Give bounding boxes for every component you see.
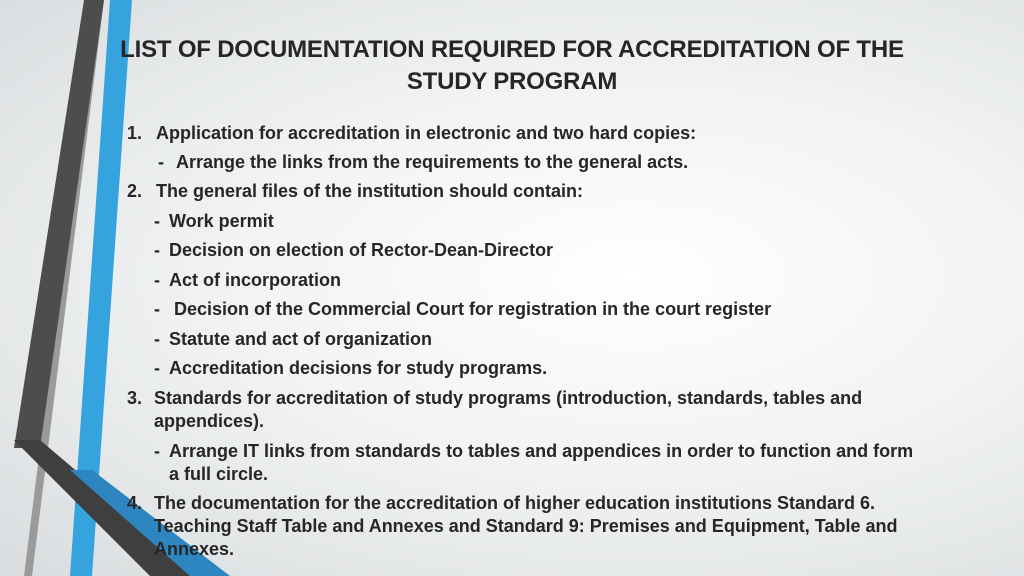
list-item-4-text-line-2: Teaching Staff Table and Annexes and Standard 9: Premises and Equipment, Table and [154,516,898,536]
sub-item-2-4: Decision of the Commercial Court for registration in the court register [174,299,772,319]
sub-item-dash: - [154,270,160,290]
sub-item-dash: - [154,329,160,349]
sub-item-2-6: Accreditation decisions for study programs. [169,358,548,378]
sub-item-dash: - [154,240,160,260]
list-item-3-number: 3. [127,388,143,408]
sub-item-2-2: Decision on election of Rector-Dean-Director [169,240,554,260]
sub-item-2-3: Act of incorporation [169,270,341,290]
sub-item-3-1-line-2: a full circle. [169,464,269,484]
sub-item-2-1: Work permit [169,211,274,231]
list-item-2-number: 2. [127,181,143,201]
list-item-4-text-line-3: Annexes. [154,539,235,559]
sub-item-dash: - [154,211,160,231]
list-item-1-text: Application for accreditation in electronic and two hard copies: [156,123,697,143]
title-line-1: LIST OF DOCUMENTATION REQUIRED FOR ACCREDITATION OF THE [120,36,904,63]
sub-item-dash: - [154,358,160,378]
sub-item-1-1: Arrange the links from the requirements to the general acts. [176,152,689,172]
item-number: 1. [127,123,143,143]
list-item-3-text-line-2: appendices). [154,411,265,431]
sub-item-2-5: Statute and act of organization [169,329,433,349]
sub-item-dash: - [154,441,160,461]
sub-item-3-1-line-1: Arrange IT links from standards to tables and appendices in order to function and form [169,441,914,461]
sub-item-dash: - [158,152,164,172]
list-item-2-text: The general files of the institution should contain: [156,181,584,201]
sub-item-dash: - [154,299,160,319]
title-line-2: STUDY PROGRAM [406,68,618,95]
list-item-4-text-line-1: The documentation for the accreditation of higher education institutions Standard 6. [154,493,876,513]
list-item-4-number: 4. [127,493,143,513]
list-item-3-text-line-1: Standards for accreditation of study programs (introduction, standards, tables and [154,388,863,408]
list-item-1 [127,122,142,145]
